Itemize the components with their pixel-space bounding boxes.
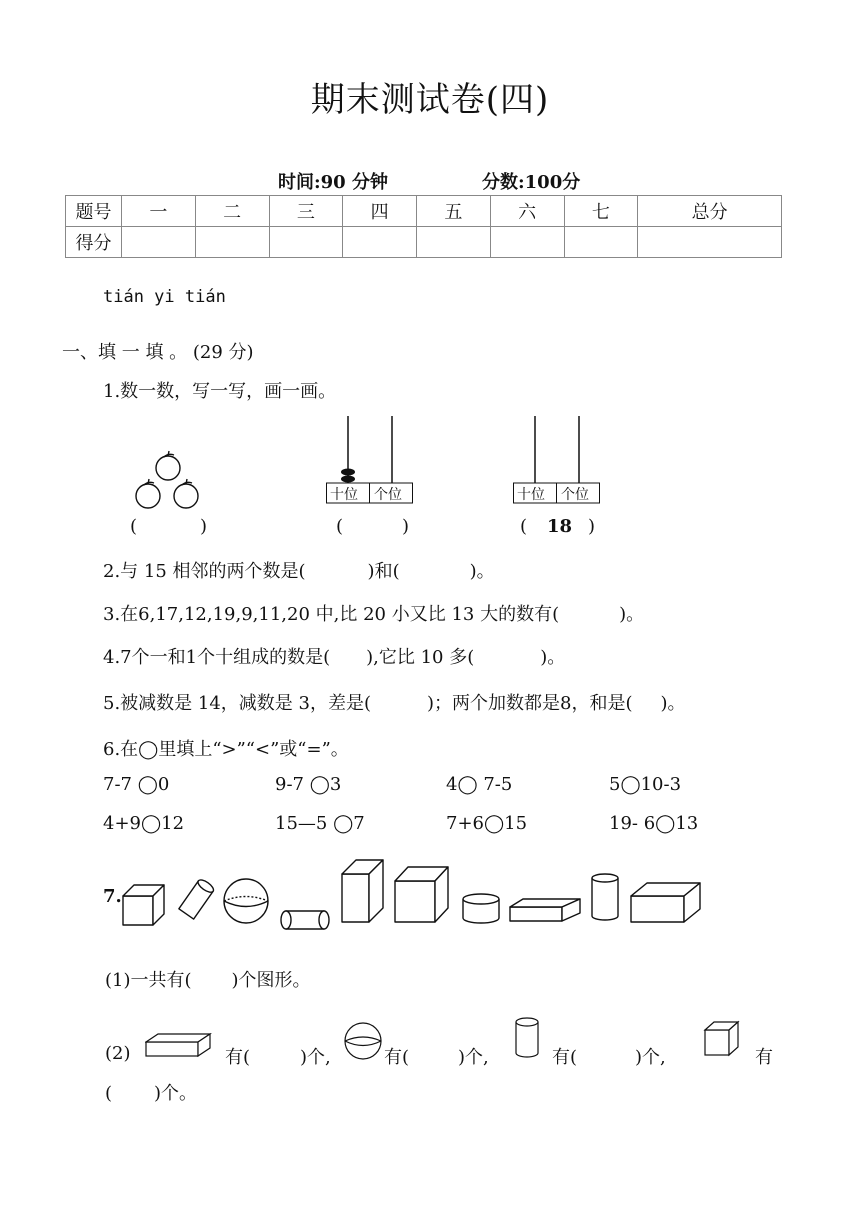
question-6-text: 6.在◯里填上“>”“<”或“=”。	[103, 739, 349, 760]
q5-text-b: )；两个加数都是8，和是(	[427, 693, 633, 714]
q5-text-c: )。	[660, 693, 686, 714]
cylinder-icon	[512, 1015, 542, 1061]
score-cell[interactable]	[490, 227, 564, 258]
q3-text-b: )。	[619, 604, 645, 625]
compare-circle[interactable]: ◯	[141, 813, 162, 834]
score-cell[interactable]	[343, 227, 417, 258]
score-info: 分数:100分	[482, 172, 581, 193]
compare-left: 19- 6	[609, 813, 656, 834]
header-cell: 一	[122, 196, 196, 227]
compare-right: 7	[353, 813, 365, 834]
shapes-illustration	[118, 852, 708, 930]
score-cell[interactable]	[638, 227, 782, 258]
q3-text-a: 3.在6,17,12,19,9,11,20 中,比 20 小又比 13 大的数有(	[103, 604, 560, 625]
compare-right: 15	[504, 813, 528, 834]
answer-paren-open-2: (	[336, 516, 344, 537]
question-7-label: 7.	[103, 886, 122, 907]
compare-left: 4+9	[103, 813, 141, 834]
compare-item	[103, 813, 184, 834]
apples-illustration	[128, 448, 208, 514]
compare-circle[interactable]: ◯	[137, 774, 158, 795]
answer-paren-close-3: )	[588, 516, 596, 537]
compare-circle[interactable]: ◯	[333, 813, 354, 834]
place-tens-label: 十位	[517, 487, 545, 503]
q2-text-c: )。	[469, 561, 495, 582]
section-heading: 一、填 一 填 。 (29 分)	[62, 342, 254, 363]
page-title: 期末测试卷(四)	[310, 80, 550, 120]
compare-left: 4	[446, 774, 458, 795]
compare-item	[275, 774, 341, 795]
place-tens-label: 十位	[330, 487, 358, 503]
q7-2-text-i: (	[105, 1083, 113, 1104]
compare-right: 7-5	[483, 774, 513, 795]
q5-text-a: 5.被减数是 14，减数是 3，差是(	[103, 693, 371, 714]
answer-paren-close-2: )	[402, 516, 410, 537]
compare-item	[446, 774, 512, 795]
header-cell: 七	[564, 196, 638, 227]
question-5	[103, 689, 686, 715]
compare-right: 13	[675, 813, 699, 834]
cube-shape	[123, 885, 164, 925]
compare-circle[interactable]: ◯	[655, 813, 676, 834]
q2-text-b: )和(	[367, 561, 400, 582]
compare-right: 3	[329, 774, 342, 795]
answer-paren-close-1: )	[200, 516, 208, 537]
q7-2-text-b: 有(	[225, 1047, 251, 1068]
compare-left: 5	[609, 774, 621, 795]
cuboid-shape	[342, 860, 383, 922]
score-table-header-row	[66, 196, 782, 227]
answer-paren-open-1: (	[130, 516, 138, 537]
q7-1-text-b: )个图形。	[231, 970, 311, 991]
q7-2-text-d: 有(	[384, 1047, 410, 1068]
header-cell: 四	[343, 196, 417, 227]
cube-shape	[395, 867, 448, 922]
question-4	[103, 643, 565, 669]
score-cell[interactable]	[122, 227, 196, 258]
compare-left: 7+6	[446, 813, 484, 834]
compare-circle[interactable]: ◯	[309, 774, 330, 795]
compare-circle[interactable]: ◯	[484, 813, 505, 834]
compare-right: 12	[161, 813, 185, 834]
compare-item	[609, 813, 698, 834]
place-ones-label: 个位	[374, 487, 402, 503]
q4-text-a: 4.7个一和1个十组成的数是(	[103, 647, 331, 668]
pinyin-annotation: tián yi tián	[103, 287, 226, 307]
compare-item	[609, 774, 681, 795]
flat-cuboid-icon	[145, 1030, 213, 1060]
time-info: 时间:90 分钟	[278, 172, 388, 193]
q7-2-text-f: 有(	[552, 1047, 578, 1068]
q7-2-label: (2)	[105, 1043, 131, 1064]
q7-2-text-g: )个,	[635, 1047, 666, 1068]
q7-2-text-c: )个,	[300, 1047, 331, 1068]
q7-2-text-h: 有	[755, 1047, 773, 1068]
compare-item	[275, 813, 365, 834]
compare-item	[446, 813, 527, 834]
sphere-shape	[224, 879, 268, 923]
cuboid-shape	[631, 883, 700, 922]
compare-item	[103, 774, 169, 795]
header-cell: 题号	[66, 196, 122, 227]
cylinder-shape	[281, 911, 329, 929]
question-2	[103, 557, 495, 583]
compare-right: 10-3	[640, 774, 682, 795]
cylinder-shape	[179, 878, 216, 919]
q7-2-text-j: )个。	[154, 1083, 198, 1104]
q7-2-text-e: )个,	[458, 1047, 489, 1068]
q4-text-c: )。	[540, 647, 566, 668]
answer-paren-open-3: (	[520, 516, 528, 537]
compare-left: 9-7	[275, 774, 304, 795]
question-7-1	[105, 966, 311, 992]
q7-2-last	[105, 1079, 197, 1105]
cube-icon	[703, 1020, 743, 1058]
compare-right: 0	[157, 774, 170, 795]
header-cell: 六	[490, 196, 564, 227]
answer-value-18: 18	[547, 516, 573, 537]
question-3	[103, 600, 644, 626]
header-cell: 总分	[638, 196, 782, 227]
compare-left: 15—5	[275, 813, 328, 834]
cylinder-shape	[592, 874, 618, 920]
sphere-icon	[343, 1020, 385, 1062]
question-1-text: 1.数一数，写一写，画一画。	[103, 381, 337, 402]
cylinder-shape	[463, 894, 499, 923]
header-cell: 二	[195, 196, 269, 227]
score-cell[interactable]	[269, 227, 343, 258]
header-cell: 五	[417, 196, 491, 227]
header-cell: 三	[269, 196, 343, 227]
score-table	[65, 195, 782, 258]
score-cell[interactable]	[195, 227, 269, 258]
compare-circle[interactable]: ◯	[620, 774, 641, 795]
score-row-label: 得分	[66, 227, 122, 258]
compare-circle[interactable]: ◯	[457, 774, 478, 795]
score-cell[interactable]	[417, 227, 491, 258]
score-cell[interactable]	[564, 227, 638, 258]
score-table-score-row	[66, 227, 782, 258]
q7-1-text-a: (1)一共有(	[105, 970, 192, 991]
q4-text-b: ),它比 10 多(	[366, 647, 475, 668]
place-ones-label: 个位	[561, 487, 589, 503]
cuboid-shape	[510, 899, 580, 921]
compare-left: 7-7	[103, 774, 132, 795]
q2-text-a: 2.与 15 相邻的两个数是(	[103, 561, 306, 582]
